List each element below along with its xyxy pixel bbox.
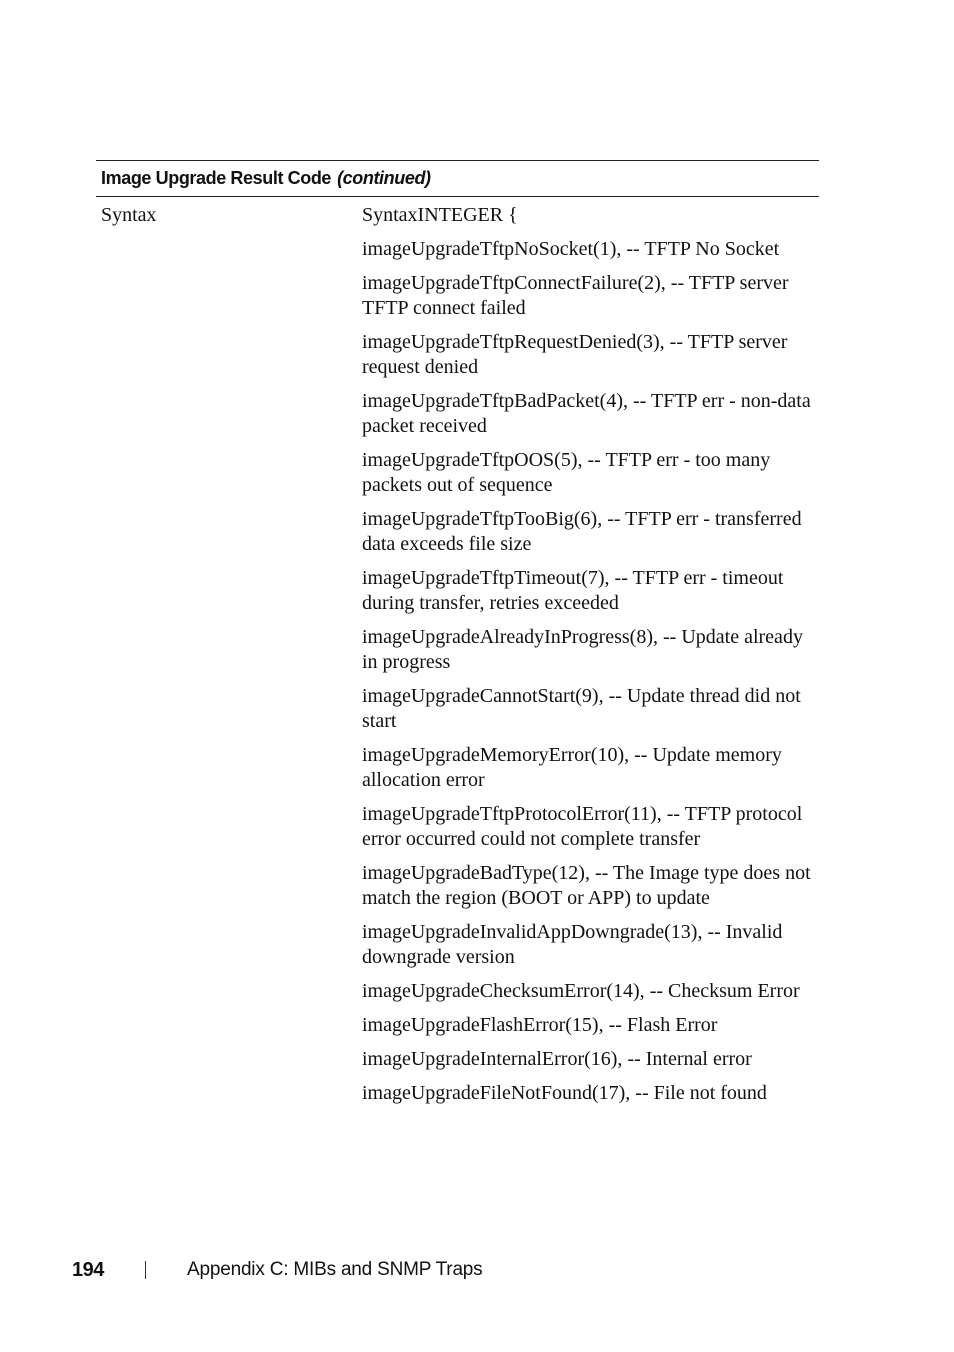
syntax-line bbox=[362, 1047, 817, 1072]
table-row bbox=[96, 197, 819, 1106]
page-number: 194 bbox=[72, 1259, 104, 1281]
syntax-line bbox=[362, 802, 817, 852]
enum-comment: -- Update memory allocation error bbox=[362, 744, 782, 791]
syntax-line bbox=[362, 448, 817, 498]
syntax-line bbox=[362, 625, 817, 675]
enum-comment: -- TFTP err - transferred data exceeds file size bbox=[362, 508, 802, 555]
enum-name: imageUpgradeFileNotFound(17), bbox=[362, 1082, 631, 1104]
enum-name: imageUpgradeTftpConnectFailure(2), bbox=[362, 272, 666, 294]
syntax-line bbox=[362, 861, 817, 911]
enum-name: imageUpgradeChecksumError(14), bbox=[362, 980, 645, 1002]
enum-name: imageUpgradeTftpProtocolError(11), bbox=[362, 803, 662, 825]
syntax-line bbox=[362, 684, 817, 734]
table-header-continued: (continued) bbox=[337, 168, 431, 188]
enum-comment: -- TFTP server TFTP connect failed bbox=[362, 272, 789, 319]
enum-name: imageUpgradeTftpRequestDenied(3), bbox=[362, 331, 665, 353]
table-header bbox=[96, 161, 819, 196]
enum-name: imageUpgradeTftpBadPacket(4), bbox=[362, 390, 629, 412]
syntax-values bbox=[362, 197, 817, 1106]
enum-comment: -- File not found bbox=[635, 1082, 767, 1104]
syntax-line bbox=[362, 566, 817, 616]
enum-name: imageUpgradeFlashError(15), bbox=[362, 1014, 604, 1036]
syntax-line bbox=[362, 389, 817, 439]
syntax-line bbox=[362, 203, 817, 228]
enum-name: imageUpgradeTftpOOS(5), bbox=[362, 449, 583, 471]
enum-name: imageUpgradeInternalError(16), bbox=[362, 1048, 623, 1070]
enum-name: SyntaxINTEGER { bbox=[362, 204, 518, 226]
table-header-title: Image Upgrade Result Code bbox=[101, 168, 332, 188]
syntax-line bbox=[362, 920, 817, 970]
syntax-line bbox=[362, 237, 817, 262]
enum-comment: -- Update already in progress bbox=[362, 626, 803, 673]
enum-comment: -- Internal error bbox=[627, 1048, 752, 1070]
enum-name: imageUpgradeBadType(12), bbox=[362, 862, 590, 884]
page-footer bbox=[0, 1257, 954, 1283]
enum-comment: -- Flash Error bbox=[608, 1014, 718, 1036]
enum-comment: -- Update thread did not start bbox=[362, 685, 801, 732]
enum-comment: -- TFTP err - too many packets out of sequence bbox=[362, 449, 771, 496]
enum-name: imageUpgradeMemoryError(10), bbox=[362, 744, 630, 766]
enum-name: imageUpgradeTftpNoSocket(1), bbox=[362, 238, 622, 260]
enum-name: imageUpgradeCannotStart(9), bbox=[362, 685, 604, 707]
enum-comment: -- TFTP err - timeout during transfer, retries exceeded bbox=[362, 567, 784, 614]
enum-comment: -- The Image type does not match the region (BOOT or APP) to update bbox=[362, 862, 811, 909]
enum-comment: -- Checksum Error bbox=[649, 980, 800, 1002]
result-code-table bbox=[96, 160, 819, 1115]
syntax-line bbox=[362, 1081, 817, 1106]
enum-name: imageUpgradeTftpTimeout(7), bbox=[362, 567, 610, 589]
enum-comment: -- TFTP protocol error occurred could not complete transfer bbox=[362, 803, 803, 850]
syntax-line bbox=[362, 507, 817, 557]
enum-name: imageUpgradeTftpTooBig(6), bbox=[362, 508, 603, 530]
footer-separator bbox=[145, 1261, 146, 1279]
syntax-line bbox=[362, 979, 817, 1004]
enum-name: imageUpgradeAlreadyInProgress(8), bbox=[362, 626, 659, 648]
syntax-line bbox=[362, 743, 817, 793]
row-label: Syntax bbox=[101, 204, 157, 226]
syntax-line bbox=[362, 1013, 817, 1038]
section-title: Appendix C: MIBs and SNMP Traps bbox=[187, 1259, 483, 1280]
syntax-line bbox=[362, 330, 817, 380]
enum-comment: -- TFTP No Socket bbox=[626, 238, 780, 260]
syntax-line bbox=[362, 271, 817, 321]
enum-comment: -- Invalid downgrade version bbox=[362, 921, 783, 968]
enum-comment: -- TFTP server request denied bbox=[362, 331, 788, 378]
enum-comment: -- TFTP err - non-data packet received bbox=[362, 390, 811, 437]
enum-name: imageUpgradeInvalidAppDowngrade(13), bbox=[362, 921, 703, 943]
